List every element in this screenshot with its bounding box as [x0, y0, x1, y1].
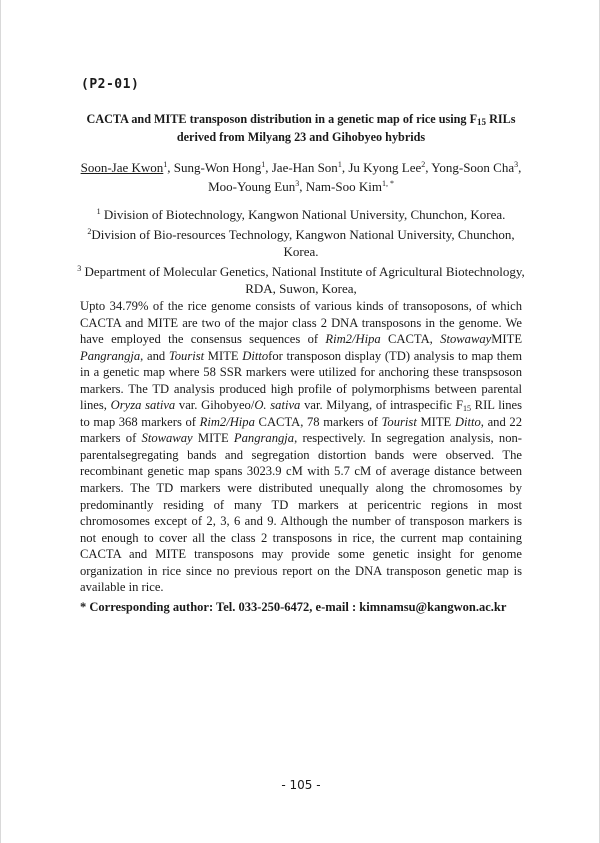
abstract-italic: Rim2/Hipa [325, 332, 381, 347]
title-line1-post: RILs [486, 112, 516, 126]
affiliation-list [71, 206, 531, 300]
affiliation-mark: 1 [96, 207, 101, 216]
author-affil-mark: 1 [261, 160, 266, 169]
page-number: - 105 - [281, 778, 321, 792]
abstract-italic: Stowaway [141, 431, 193, 446]
author-affil-mark: 1, * [381, 179, 394, 188]
abstract-number: (P2-01) [81, 77, 140, 92]
paper-title [61, 110, 541, 146]
author-affil-mark: 1 [163, 160, 168, 169]
corresponding-author: * Corresponding author: Tel. 033-250-6472, e-mail : kimnamsu@kangwon.ac.kr [80, 600, 507, 614]
abstract-italic: Stowaway [440, 332, 492, 347]
author-name: Nam-Soo Kim [305, 179, 382, 194]
title-line1-pre: CACTA and MITE transposon distribution in a genetic map of rice using F [86, 112, 478, 126]
abstract-text: CACTA, 78 markers of [254, 414, 382, 429]
abstract-italic: Ditto [242, 348, 269, 363]
abstract-italic: Ditto [454, 414, 481, 429]
affiliation [71, 226, 531, 260]
affiliation-mark: 3 [77, 264, 82, 273]
abstract-italic: Pangrangja [233, 431, 295, 446]
affiliation [71, 263, 531, 297]
abstract-subscript: 15 [462, 404, 471, 414]
abstract-italic: Tourist [168, 348, 205, 363]
abstract-text: var. Gihobyeo/ [175, 398, 255, 413]
abstract-text: , and [140, 348, 169, 363]
abstract-italic: Tourist [381, 414, 417, 429]
abstract-italic: Pangrangja [80, 348, 141, 363]
abstract-text: var. Milyang, of intraspecific F [300, 398, 463, 413]
author-affil-mark: 2 [421, 160, 426, 169]
abstract-text: , respectively. In segregation analysis, non-parentalsegregating bands and segregation distortion bands were observed. The recombinant genetic map spans 3023.9 cM with 5.7 cM of average distance between markers. The TD markers were distributed unequally along the chromosomes by predominantly residing of many TD markers at pericentric regions in most chromosomes except of 2, 3, 6 and 9. Although the number of transposon markers is not enough to cover all the class 2 transposons in rice, the current map containing CACTA and MITE transposons may provide some genetic insight for genome organization in rice since no previous report on the DNA transposon genetic map is available in rice. [80, 431, 522, 595]
abstract-italic: Oryza sativa [110, 398, 176, 413]
affiliation-text: Department of Molecular Genetics, National Institute of Agricultural Biotechnology, RDA, Suwon, Korea, [81, 264, 525, 296]
title-subscript: 15 [477, 117, 487, 127]
abstract-text: for transposon display (TD) analysis to map them in a genetic map where 58 SSR markers were utilized for anchoring these transpsoson markers. The TD analysis produced high profile of polymorphisms between parental lines, [80, 348, 522, 413]
abstract-text: , and 22 markers of [80, 414, 522, 446]
abstract-italic: Rim2/Hipa [199, 414, 255, 429]
affiliation-text: Division of Biotechnology, Kangwon National University, Chunchon, Korea. [100, 207, 506, 222]
author-name: Moo-Young Eun [208, 179, 296, 194]
author-name: Jae-Han Son [271, 160, 338, 175]
author-affil-mark: 3 [295, 179, 300, 188]
abstract-text: Upto 34.79% of the rice genome consists of various kinds of transoposons, of which CACTA and MITE are two of the major class 2 DNA transposons in the genome. We have employed the consensus sequences of [80, 299, 522, 347]
affiliation-text: Division of Bio-resources Technology, Kangwon National University, Chunchon, Korea. [91, 227, 515, 259]
abstract-italic: O. sativa [254, 398, 301, 413]
author-affil-mark: 1 [337, 160, 342, 169]
abstract-text: CACTA, [380, 332, 441, 347]
author-affil-mark: 3 [514, 160, 519, 169]
abstract-text: MITE [204, 348, 243, 363]
title-line2: derived from Milyang 23 and Gihobyeo hybrids [176, 130, 426, 144]
author-name: Yong-Soon Cha [431, 160, 515, 175]
abstract-text: RIL lines to map 368 markers of [80, 398, 522, 429]
author-name: Ju Kyong Lee [348, 160, 422, 175]
affiliation-mark: 2 [87, 227, 92, 236]
abstract-text: MITE [416, 414, 455, 429]
author-name: Sung-Won Hong [173, 160, 262, 175]
abstract-text: MITE [491, 332, 523, 347]
author-list: Soon-Jae Kwon$^1$, Sung-Won Hong$^1$, Jae-Han Son$^1$, Ju Kyong Lee$^2$, Yong-Soon Cha$^3$, Moo-Young Eun$^3$, Nam-Soo Kim$^{1, *}$ [80, 160, 522, 194]
abstract-text: MITE [192, 431, 234, 446]
abstract-body [80, 298, 522, 596]
affiliation [71, 206, 531, 223]
author-name: Soon-Jae Kwon [80, 160, 164, 175]
